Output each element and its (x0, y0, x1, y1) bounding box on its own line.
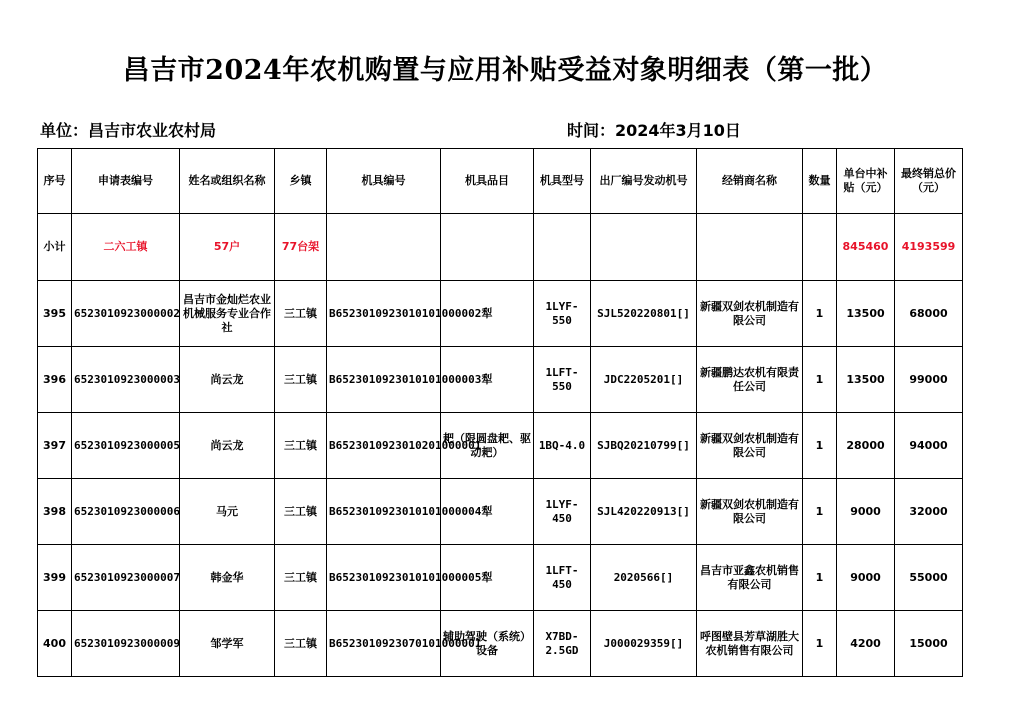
unit-label: 单位：昌吉市农业农村局 (40, 121, 217, 140)
cell-town: 三工镇 (275, 281, 327, 347)
cell-total: 68000 (895, 281, 963, 347)
cell-no: 398 (38, 479, 72, 545)
cell-model: 1LFT-550 (534, 347, 591, 413)
col-header-serial: 出厂编号发动机号 (591, 149, 697, 214)
cell-name: 韩金华 (180, 545, 275, 611)
subtotal-row (38, 214, 963, 281)
cell-serial: 2020566[] (591, 545, 697, 611)
cell-qty: 1 (803, 413, 837, 479)
cell-app-no: 6523010923000007 (72, 545, 180, 611)
cell-machine-no: B6523010923010101000003 (327, 347, 441, 413)
cell-subsidy: 4200 (837, 611, 895, 677)
empty-cell (803, 214, 837, 281)
cell-qty: 1 (803, 281, 837, 347)
cell-machine-no: B6523010923010201000001 (327, 413, 441, 479)
cell-qty: 1 (803, 479, 837, 545)
cell-serial: JDC2205201[] (591, 347, 697, 413)
cell-machine-no: B6523010923010101000004 (327, 479, 441, 545)
cell-town: 三工镇 (275, 479, 327, 545)
cell-dealer: 新疆双剑农机制造有限公司 (697, 281, 803, 347)
table-row (38, 545, 963, 611)
col-header-total: 最终销总价（元） (895, 149, 963, 214)
cell-total: 94000 (895, 413, 963, 479)
col-header-app-no: 申请表编号 (72, 149, 180, 214)
cell-total: 15000 (895, 611, 963, 677)
cell-name: 邹学军 (180, 611, 275, 677)
empty-cell (591, 214, 697, 281)
subtotal-town: 二六工镇 (72, 214, 180, 281)
page-title: 昌吉市2024年农机购置与应用补贴受益对象明细表（第一批） (122, 55, 888, 86)
cell-serial: SJL420220913[] (591, 479, 697, 545)
subtotal-subsidy: 845460 (837, 214, 895, 281)
cell-machine-no: B6523010923070101000001 (327, 611, 441, 677)
table-row (38, 611, 963, 677)
cell-dealer: 新疆双剑农机制造有限公司 (697, 413, 803, 479)
cell-name: 马元 (180, 479, 275, 545)
cell-no: 396 (38, 347, 72, 413)
cell-item: 犁 (441, 347, 534, 413)
cell-serial: SJL520220801[] (591, 281, 697, 347)
cell-machine-no: B6523010923010101000002 (327, 281, 441, 347)
cell-model: X7BD-2.5GD (534, 611, 591, 677)
subtotal-households: 57户 (180, 214, 275, 281)
cell-dealer: 新疆鹏达农机有限责任公司 (697, 347, 803, 413)
table-row (38, 479, 963, 545)
subtotal-machines: 77台架 (275, 214, 327, 281)
cell-app-no: 6523010923000005 (72, 413, 180, 479)
col-header-machine-no: 机具编号 (327, 149, 441, 214)
cell-item: 犁 (441, 281, 534, 347)
empty-cell (327, 214, 441, 281)
cell-no: 397 (38, 413, 72, 479)
cell-town: 三工镇 (275, 611, 327, 677)
col-header-no: 序号 (38, 149, 72, 214)
subtotal-total: 4193599 (895, 214, 963, 281)
cell-item: 耙（限圆盘耙、驱动耙） (441, 413, 534, 479)
cell-town: 三工镇 (275, 413, 327, 479)
cell-town: 三工镇 (275, 347, 327, 413)
cell-qty: 1 (803, 611, 837, 677)
cell-dealer: 昌吉市亚鑫农机销售有限公司 (697, 545, 803, 611)
empty-cell (441, 214, 534, 281)
cell-qty: 1 (803, 347, 837, 413)
cell-total: 55000 (895, 545, 963, 611)
cell-serial: SJBQ20210799[] (591, 413, 697, 479)
cell-qty: 1 (803, 545, 837, 611)
cell-no: 399 (38, 545, 72, 611)
cell-dealer: 新疆双剑农机制造有限公司 (697, 479, 803, 545)
table-row (38, 413, 963, 479)
cell-model: 1LFT-450 (534, 545, 591, 611)
cell-model: 1BQ-4.0 (534, 413, 591, 479)
cell-subsidy: 13500 (837, 347, 895, 413)
cell-town: 三工镇 (275, 545, 327, 611)
col-header-dealer: 经销商名称 (697, 149, 803, 214)
cell-app-no: 6523010923000003 (72, 347, 180, 413)
col-header-name: 姓名或组织名称 (180, 149, 275, 214)
cell-item: 犁 (441, 479, 534, 545)
cell-name: 尚云龙 (180, 347, 275, 413)
cell-app-no: 6523010923000009 (72, 611, 180, 677)
subsidy-table (37, 148, 963, 677)
col-header-item: 机具品目 (441, 149, 534, 214)
empty-cell (534, 214, 591, 281)
cell-item: 辅助驾驶（系统）设备 (441, 611, 534, 677)
date-label: 时间：2024年3月10日 (567, 121, 741, 140)
table-header-row (38, 149, 963, 214)
cell-item: 犁 (441, 545, 534, 611)
table-row (38, 347, 963, 413)
cell-subsidy: 13500 (837, 281, 895, 347)
cell-no: 400 (38, 611, 72, 677)
cell-no: 395 (38, 281, 72, 347)
cell-machine-no: B6523010923010101000005 (327, 545, 441, 611)
cell-dealer: 呼图壁县芳草湖胜大农机销售有限公司 (697, 611, 803, 677)
cell-model: 1LYF-450 (534, 479, 591, 545)
cell-name: 尚云龙 (180, 413, 275, 479)
cell-serial: J000029359[] (591, 611, 697, 677)
col-header-town: 乡镇 (275, 149, 327, 214)
cell-app-no: 6523010923000006 (72, 479, 180, 545)
subtotal-label: 小计 (38, 214, 72, 281)
cell-subsidy: 9000 (837, 479, 895, 545)
cell-subsidy: 9000 (837, 545, 895, 611)
cell-app-no: 6523010923000002 (72, 281, 180, 347)
col-header-subsidy: 单台中补贴（元） (837, 149, 895, 214)
col-header-qty: 数量 (803, 149, 837, 214)
empty-cell (697, 214, 803, 281)
cell-model: 1LYF-550 (534, 281, 591, 347)
cell-name: 昌吉市金灿烂农业机械服务专业合作社 (180, 281, 275, 347)
col-header-model: 机具型号 (534, 149, 591, 214)
cell-subsidy: 28000 (837, 413, 895, 479)
cell-total: 32000 (895, 479, 963, 545)
cell-total: 99000 (895, 347, 963, 413)
table-row (38, 281, 963, 347)
